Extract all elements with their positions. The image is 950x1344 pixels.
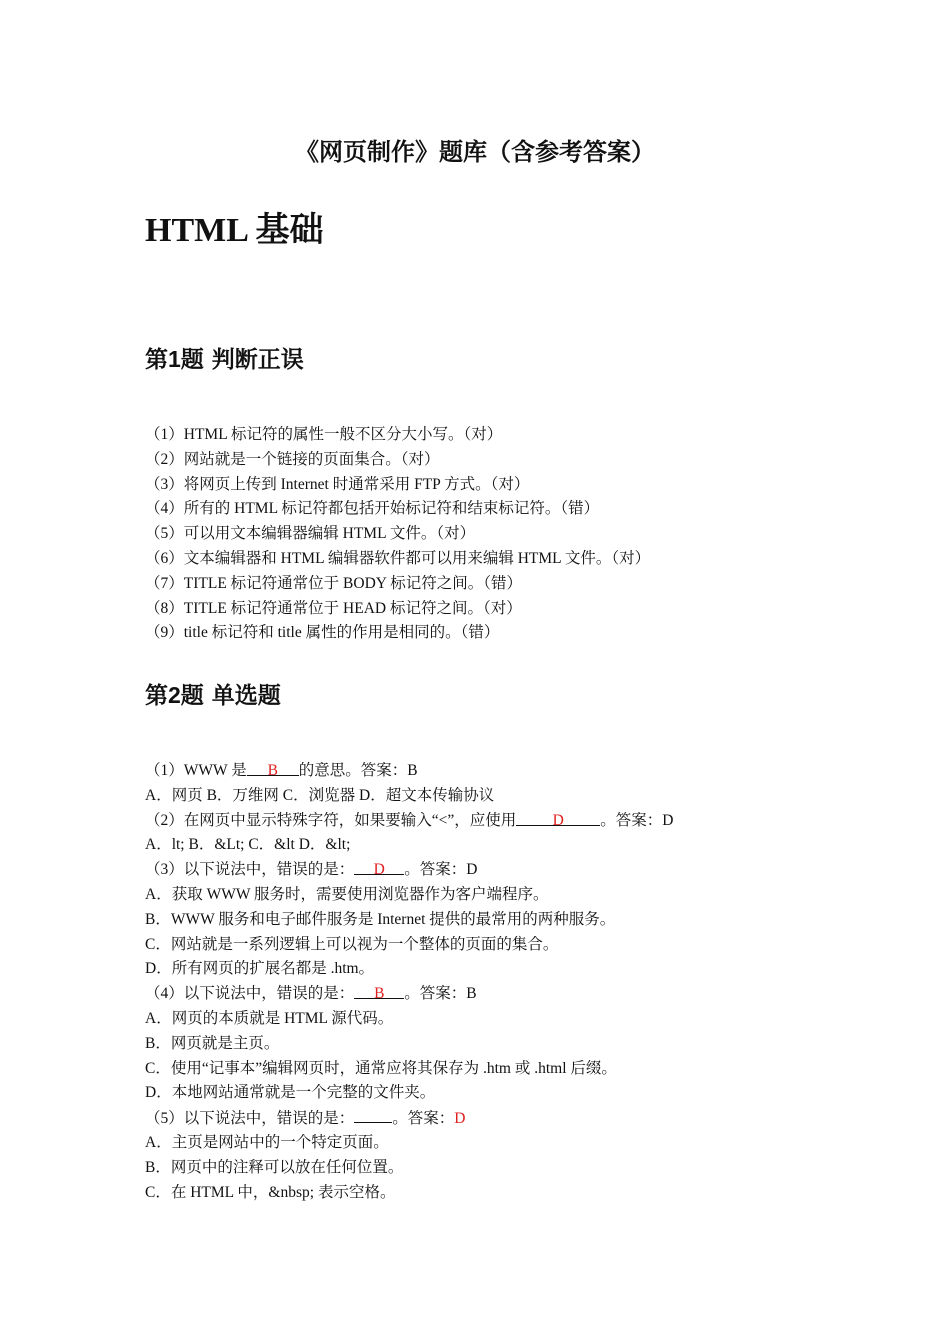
question-3-stem: （3）以下说法中，错误的是： (145, 861, 355, 879)
tf-item: （2）网站就是一个链接的页面集合。（对） (145, 450, 440, 468)
question-3-option: B．WWW 服务和电子邮件服务是 Internet 提供的最常用的两种服务。 (145, 910, 616, 928)
question-3-blank: D (354, 858, 404, 875)
tf-item: （6）文本编辑器和 HTML 编辑器软件都可以用来编辑 HTML 文件。（对） (145, 549, 651, 567)
question-4-option: C．使用“记事本”编辑网页时，通常应将其保存为 .htm 或 .html 后缀。 (145, 1059, 617, 1077)
section-2-prefix: 第 (145, 683, 168, 709)
question-1-stem: （1）WWW 是 (145, 762, 247, 779)
tf-item: （3）将网页上传到 Internet 时通常采用 FTP 方式。（对） (145, 475, 530, 493)
question-1-answer: 的意思。答案：B (298, 762, 418, 779)
question-5-blank (354, 1106, 392, 1123)
question-1 (145, 759, 865, 784)
question-4-option: A．网页的本质就是 HTML 源代码。 (145, 1009, 394, 1027)
question-5-option: B．网页中的注释可以放在任何位置。 (145, 1158, 404, 1176)
tf-item: （1）HTML 标记符的属性一般不区分大小写。（对） (145, 426, 503, 443)
section-2-heading (145, 677, 281, 710)
tf-item: （4）所有的 HTML 标记符都包括开始标记符和结束标记符。（错） (145, 500, 600, 518)
question-1-options: A．网页 B．万维网 C．浏览器 D．超文本传输协议 (145, 786, 495, 804)
question-3-option: C．网站就是一系列逻辑上可以视为一个整体的页面的集合。 (145, 935, 559, 953)
question-4-answer: 。答案：B (404, 985, 477, 1003)
question-4-blank: B (354, 982, 404, 999)
question-3-option: A．获取 WWW 服务时，需要使用浏览器作为客户端程序。 (145, 885, 549, 903)
section-1-number: 1 (168, 346, 181, 372)
section-2-number: 2 (168, 682, 181, 708)
question-5-answer: D (454, 1110, 466, 1128)
question-2-options: A．lt; B．&Lt; C．&lt D．&lt; (145, 836, 351, 854)
question-4-option: D．本地网站通常就是一个完整的文件夹。 (145, 1084, 436, 1102)
question-2-stem: （2）在网页中显示特殊字符，如果要输入“<”，应使用 (145, 811, 517, 829)
section-1-list (145, 423, 865, 646)
question-2 (145, 809, 865, 834)
question-2-answer: 。答案：D (600, 811, 674, 829)
question-1-blank: B (247, 759, 299, 776)
document-title: 《网页制作》题库（含参考答案） (295, 137, 655, 166)
tf-item: （8）TITLE 标记符通常位于 HEAD 标记符之间。（对） (145, 599, 522, 617)
question-4-stem: （4）以下说法中，错误的是： (145, 985, 355, 1003)
question-3-answer: 。答案：D (404, 861, 478, 879)
question-5-answer-label: 。答案： (392, 1110, 455, 1128)
section-1-heading (145, 341, 304, 374)
question-5-option: A．主页是网站中的一个特定页面。 (145, 1133, 389, 1151)
question-3 (145, 858, 865, 883)
section-2-suffix: 题 单选题 (180, 683, 281, 709)
section-1-suffix: 题 判断正误 (180, 347, 304, 373)
question-4-option: B．网页就是主页。 (145, 1034, 280, 1052)
tf-item: （5）可以用文本编辑器编辑 HTML 文件。（对） (145, 525, 476, 543)
question-3-option: D．所有网页的扩展名都是 .htm。 (145, 960, 375, 978)
question-5 (145, 1106, 865, 1131)
question-5-stem: （5）以下说法中，错误的是： (145, 1110, 355, 1128)
question-2-blank: D (516, 809, 600, 826)
tf-item: （7）TITLE 标记符通常位于 BODY 标记符之间。（错） (145, 574, 523, 592)
section-1-prefix: 第 (145, 347, 168, 373)
chapter-heading: HTML 基础 (145, 212, 324, 249)
question-4 (145, 982, 865, 1007)
tf-item: （9）title 标记符和 title 属性的作用是相同的。（错） (145, 624, 500, 642)
question-5-option: C．在 HTML 中，&nbsp; 表示空格。 (145, 1183, 396, 1201)
section-2-list (145, 759, 865, 1205)
